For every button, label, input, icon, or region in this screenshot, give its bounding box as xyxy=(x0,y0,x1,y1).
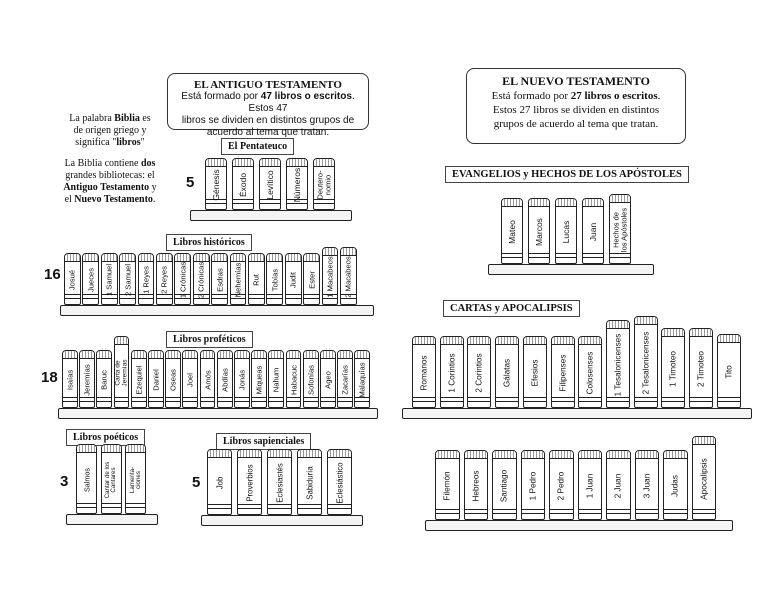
book-title: Tito xyxy=(724,365,734,379)
book-title: Éxodo xyxy=(238,172,248,198)
label-sapienciales: Libros sapienciales xyxy=(216,433,311,450)
book-title: Filipenses xyxy=(558,354,567,392)
book-sabiduria xyxy=(297,449,322,515)
book-title: Lucas xyxy=(561,220,571,244)
book-title: Malaquías xyxy=(357,362,367,398)
book-josue xyxy=(64,253,81,305)
book-title: Números xyxy=(292,167,302,203)
book-title: 1 Corintios xyxy=(447,353,457,393)
book-eclesiastico xyxy=(327,449,352,515)
book-eclesiastes xyxy=(267,449,292,515)
book-title: Jueces xyxy=(86,267,96,293)
book-1-timoteo xyxy=(661,328,685,408)
book-title: 2 Crónicas xyxy=(196,261,206,299)
book-efesios xyxy=(523,336,547,408)
book-title: 2 Pedro xyxy=(556,471,566,501)
count-historicos: 16 xyxy=(44,266,61,283)
book-1-tesalonicenses xyxy=(606,320,630,408)
book-exodo xyxy=(232,158,254,210)
book-jeremias xyxy=(79,350,95,408)
book-title: Esdras xyxy=(215,268,225,292)
book-2-samuel xyxy=(119,253,136,305)
count-pentateuco: 5 xyxy=(186,174,195,191)
book-title: Eclesiastés xyxy=(275,463,284,503)
book-title: Mateo xyxy=(507,220,517,244)
book-3-juan xyxy=(635,450,660,520)
antiguo-testamento-box xyxy=(167,73,369,138)
book-1-pedro xyxy=(521,450,546,520)
book-title: 2 Samuel xyxy=(123,263,133,297)
book-title: 1 Timoteo xyxy=(668,351,678,387)
book-1-juan xyxy=(578,450,603,520)
book-joel xyxy=(182,350,198,408)
book-title: Ageo xyxy=(323,371,333,389)
book-title: Zacarías xyxy=(340,365,350,395)
book-carta-de-jeremias xyxy=(114,336,130,408)
label-cartas: CARTAS y APOCALIPSIS xyxy=(443,300,580,317)
book-title: 1 Tesalonicenses xyxy=(613,333,623,397)
book-ezequiel xyxy=(131,350,147,408)
book-oseas xyxy=(165,350,181,408)
book-apocalipsis xyxy=(692,436,717,520)
book-tobias xyxy=(266,253,283,305)
count-poeticos: 3 xyxy=(60,473,69,490)
book-filemon xyxy=(435,450,460,520)
book-isaias xyxy=(62,350,78,408)
book-title: Judit xyxy=(288,271,298,289)
book-abdias xyxy=(217,350,233,408)
book-romanos xyxy=(412,336,436,408)
book-numeros xyxy=(286,158,308,210)
book-sofonias xyxy=(303,350,319,408)
book-1-corintios xyxy=(440,336,464,408)
count-sapienciales: 5 xyxy=(192,474,201,491)
book-1-macabeos xyxy=(322,247,339,305)
shelf-evangelios xyxy=(488,264,654,275)
book-title: 1 Macabeos xyxy=(325,256,335,298)
book-title: Miqueas xyxy=(254,365,264,395)
nuevo-testamento-box xyxy=(466,68,686,144)
book-title: 3 Juan xyxy=(642,473,652,499)
book-title: Job xyxy=(215,476,224,490)
book-title: Hechos de los Apóstoles xyxy=(611,207,628,253)
antiguo-testamento-desc: Está formado por 47 libros o escritos. Estos 47 libros se dividen en distintos grupos de acuerdo al tema que tratan. xyxy=(181,91,355,138)
book-hechos-de-los-apostoles xyxy=(609,194,631,264)
book-mateo xyxy=(501,198,523,264)
book-title: 2 Juan xyxy=(613,473,623,499)
book-malaquias xyxy=(354,350,370,408)
book-proverbios xyxy=(237,449,262,515)
book-title: Baruc xyxy=(99,370,109,390)
shelf-sapienciales xyxy=(201,515,363,526)
book-2-cronicas xyxy=(193,253,210,305)
label-profeticos: Libros proféticos xyxy=(166,331,253,348)
book-habacuc xyxy=(286,350,302,408)
label-historicos: Libros históricos xyxy=(166,234,252,251)
shelf-cartas-1 xyxy=(402,408,752,419)
book-title: Proverbios xyxy=(245,464,254,502)
book-title: Amós xyxy=(203,370,213,390)
book-marcos xyxy=(528,198,550,264)
shelf-cartas-2 xyxy=(425,520,733,531)
book-title: Ezequiel xyxy=(134,365,144,395)
book-rut xyxy=(248,253,265,305)
shelf-pentateuco xyxy=(190,210,352,221)
book-2-pedro xyxy=(549,450,574,520)
book-cantar-de-los-cantares xyxy=(101,444,122,514)
book-daniel xyxy=(148,350,164,408)
book-title: Santiago xyxy=(499,469,509,503)
book-title: Cantar de los Cantares xyxy=(103,461,117,499)
book-title: Sofonías xyxy=(306,365,316,395)
book-title: Marcos xyxy=(534,218,544,246)
label-pentateuco: El Pentateuco xyxy=(221,138,294,155)
shelf-historicos xyxy=(60,305,374,316)
book-levitico xyxy=(259,158,281,210)
book-juan xyxy=(582,198,604,264)
book-miqueas xyxy=(251,350,267,408)
book-title: Apocalipsis xyxy=(699,458,709,500)
book-santiago xyxy=(492,450,517,520)
book-title: Abdías xyxy=(220,368,230,392)
book-deutero-nomio xyxy=(313,158,335,210)
book-2-timoteo xyxy=(689,328,713,408)
book-1-cronicas xyxy=(174,253,191,305)
antiguo-testamento-title: EL ANTIGUO TESTAMENTO xyxy=(194,79,342,91)
book-nahum xyxy=(268,350,284,408)
count-profeticos: 18 xyxy=(41,369,58,386)
book-title: Romanos xyxy=(419,355,429,391)
book-title: 2 Tesalonicenses xyxy=(641,331,651,395)
book-baruc xyxy=(96,350,112,408)
book-title: Juan xyxy=(588,222,598,242)
book-title: Gálatas xyxy=(502,358,512,388)
book-ester xyxy=(303,253,320,305)
shelf-poeticos xyxy=(66,514,158,525)
book-2-corintios xyxy=(467,336,491,408)
book-title: 2 Reyes xyxy=(159,266,169,294)
book-2-juan xyxy=(606,450,631,520)
book-title: Jonás xyxy=(237,369,247,391)
book-colosenses xyxy=(578,336,602,408)
book-2-reyes xyxy=(156,253,173,305)
book-title: Eclesiástico xyxy=(335,462,344,504)
book-title: Nahum xyxy=(271,367,281,393)
book-title: 2 Macabeos xyxy=(343,256,353,298)
book-title: Carta de Jeremías xyxy=(113,359,128,387)
book-title: Ester xyxy=(307,271,317,289)
label-evangelios: EVANGELIOS y HECHOS DE LOS APÓSTOLES xyxy=(445,166,689,183)
book-title: Josué xyxy=(67,269,77,291)
book-title: Colosenses xyxy=(585,351,595,395)
book-title: 1 Juan xyxy=(585,473,595,499)
book-title: Nehemías xyxy=(233,262,243,298)
book-esdras xyxy=(211,253,228,305)
book-title: Rut xyxy=(251,274,261,286)
book-lamenta-ciones xyxy=(125,444,146,514)
book-title: Oseas xyxy=(168,369,178,391)
book-tito xyxy=(717,334,741,408)
nuevo-testamento-desc: Está formado por 27 libros o escritos. Estos 27 libros se dividen en distintos grupos de acuerdo al tema que tratan. xyxy=(491,90,661,130)
book-galatas xyxy=(495,336,519,408)
book-title: 1 Crónicas xyxy=(178,261,188,299)
book-title: Levítico xyxy=(265,170,275,200)
book-jonas xyxy=(234,350,250,408)
book-title: Joel xyxy=(185,373,195,387)
book-1-reyes xyxy=(138,253,155,305)
book-title: Tobías xyxy=(270,268,280,292)
book-title: 1 Pedro xyxy=(528,471,538,501)
book-salmos xyxy=(76,444,97,514)
book-judas xyxy=(663,450,688,520)
book-title: 1 Reyes xyxy=(141,266,151,294)
book-title: Salmos xyxy=(82,468,91,492)
book-title: Judas xyxy=(670,475,680,497)
book-title: 1 Samuel xyxy=(104,263,114,297)
book-jueces xyxy=(82,253,99,305)
book-amos xyxy=(200,350,216,408)
book-2-macabeos xyxy=(340,247,357,305)
book-title: Deutero- nomio xyxy=(315,170,332,200)
book-hebreos xyxy=(464,450,489,520)
book-title: Efesios xyxy=(530,359,540,387)
book-lucas xyxy=(555,198,577,264)
book-title: Hebreos xyxy=(471,470,481,502)
book-title: 2 Corintios xyxy=(474,353,484,393)
book-title: Filemón xyxy=(442,471,452,501)
book-judit xyxy=(285,253,302,305)
book-title: Habacuc xyxy=(289,365,299,395)
book-filipenses xyxy=(551,336,575,408)
book-title: Génesis xyxy=(211,169,221,201)
book-genesis xyxy=(205,158,227,210)
book-title: Sabiduría xyxy=(305,466,314,500)
book-title: Jeremías xyxy=(82,364,92,396)
intro-text: La palabra Biblia es de origen griego y significa "libros" La Biblia contiene dos grandes bibliotecas: el Antiguo Testamento y el Nuevo Testamento. xyxy=(63,113,157,205)
book-title: 2 Timoteo xyxy=(696,351,706,387)
book-ageo xyxy=(320,350,336,408)
book-job xyxy=(207,449,232,515)
book-title: Isaías xyxy=(65,369,75,391)
book-2-tesalonicenses xyxy=(634,316,658,408)
book-zacarias xyxy=(337,350,353,408)
book-1-samuel xyxy=(101,253,118,305)
label-poeticos: Libros poéticos xyxy=(66,429,145,446)
shelf-profeticos xyxy=(58,408,378,419)
book-title: Lamenta- ciones xyxy=(128,466,142,494)
book-nehemias xyxy=(230,253,247,305)
book-title: Daniel xyxy=(151,369,161,391)
nuevo-testamento-title: EL NUEVO TESTAMENTO xyxy=(502,74,650,88)
